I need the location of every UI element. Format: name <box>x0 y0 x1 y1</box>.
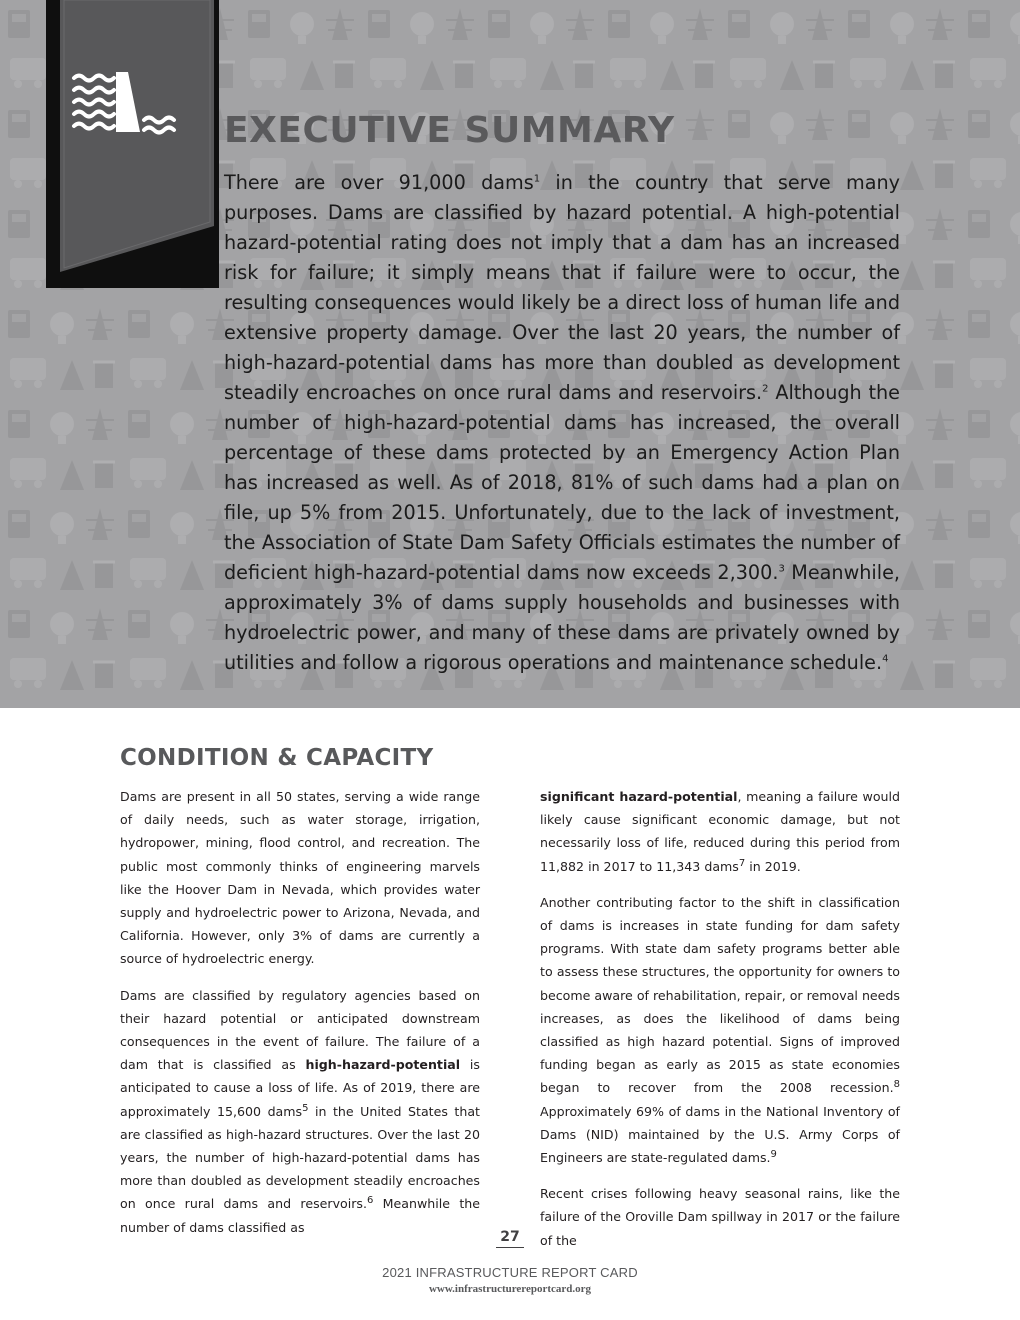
right-column <box>540 785 900 1265</box>
page-number: 27 <box>496 1229 524 1248</box>
footnote-ref: 9 <box>770 1148 777 1160</box>
bold-term: significant hazard-potential <box>540 789 738 804</box>
footnote-ref: 7 <box>738 857 746 869</box>
footnote-ref: 4 <box>882 653 889 665</box>
left-column <box>120 785 480 1252</box>
footnote-ref: 8 <box>893 1079 900 1091</box>
footnote-ref: 1 <box>533 173 541 185</box>
footnote-ref: 2 <box>762 383 769 395</box>
right-paragraph-1: significant hazard-potential, meaning a failure would likely cause significant economic damage, but not necessarily loss of life, reduced during this period from 11,882 in 2017 to 11,343 dams$^7$ in 2019. <box>540 789 901 874</box>
footnote-ref: 3 <box>778 563 785 575</box>
executive-summary-paragraph: There are over 91,000 dams$^1$ in the country that serve many purposes. Dams are classified by hazard potential. A high-potential hazard-potential rating does not imply that a dam has an increased risk for failure; it simply means that if failure were to occur, the resulting consequences would likely be a direct loss of human life and extensive property damage. Over the last 20 years, the number of high-hazard-potential dams has more than doubled as development steadily encroaches on once rural dams and reservoirs.$^2$ Although the number of high-hazard-potential dams has increased, the overall percentage of these dams protected by an Emergency Action Plan has increased as well. As of 2018, 81% of such dams had a plan on file, up 5% from 2015. Unfortunately, due to the lack of investment, the Association of State Dam Safety Officials estimates the number of deficient high-hazard-potential dams now exceeds 2,300.$^3$ Meanwhile, approximately 3% of dams supply households and businesses with hydroelectric power, and many of these dams are privately owned by utilities and follow a rigorous operations and maintenance schedule.$^4$ <box>224 171 900 674</box>
right-paragraph-2: Another contributing factor to the shift in classification of dams is increases in state funding for dam safety programs. With state dam safety programs better able to assess these structures, the opportunity for owners to become aware of rehabilitation, repair, or removal needs increases, as does the likelihood of dams being classified as high hazard potential. Signs of improved funding began as early as 2015 as state economies began to recover from the 2008 recession.$^8$ Approximately 69% of dams in the National Inventory of Dams (NID) maintained by the U.S. Army Corps of Engineers are state-regulated dams.$^9$ <box>540 894 900 1166</box>
footer-report-title: 2021 INFRASTRUCTURE REPORT CARD <box>382 1265 638 1280</box>
footnote-ref: 5 <box>302 1102 309 1114</box>
right-paragraph-3: Recent crises following heavy seasonal rains, like the failure of the Oroville Dam spillway in 2017 or the failure of the <box>540 1186 900 1248</box>
footer-website-link[interactable]: www.infrastructurereportcard.org <box>428 1283 592 1295</box>
dam-icon <box>46 0 219 288</box>
bold-term: high-hazard-potential <box>305 1057 461 1073</box>
left-paragraph-2: Dams are classified by regulatory agencies based on their hazard potential or anticipated downstream consequences in the event of failure. The failure of a dam that is classified as high-hazard-potential is anticipated to cause a loss of life. As of 2019, there are approximately 15,600 dams$^5$ in the United States that are classified as high-hazard structures. Over the last 20 years, the number of high-hazard-potential dams has more than doubled as development steadily encroaches on once rural dams and reservoirs.$^6$ Meanwhile the number of dams classified as <box>120 987 481 1235</box>
footnote-ref: 6 <box>366 1195 374 1207</box>
executive-summary-title: EXECUTIVE SUMMARY <box>224 110 675 151</box>
section-title: CONDITION & CAPACITY <box>120 745 434 771</box>
left-paragraph-1: Dams are present in all 50 states, serving a wide range of daily needs, such as water storage, irrigation, hydropower, mining, flood control, and recreation. The public most commonly thinks of engineering marvels like the Hoover Dam in Nevada, which provides water supply and hydroelectric power to Arizona, Nevada, and California. However, only 3% of dams are currently a source of hydroelectric energy. <box>120 789 480 967</box>
